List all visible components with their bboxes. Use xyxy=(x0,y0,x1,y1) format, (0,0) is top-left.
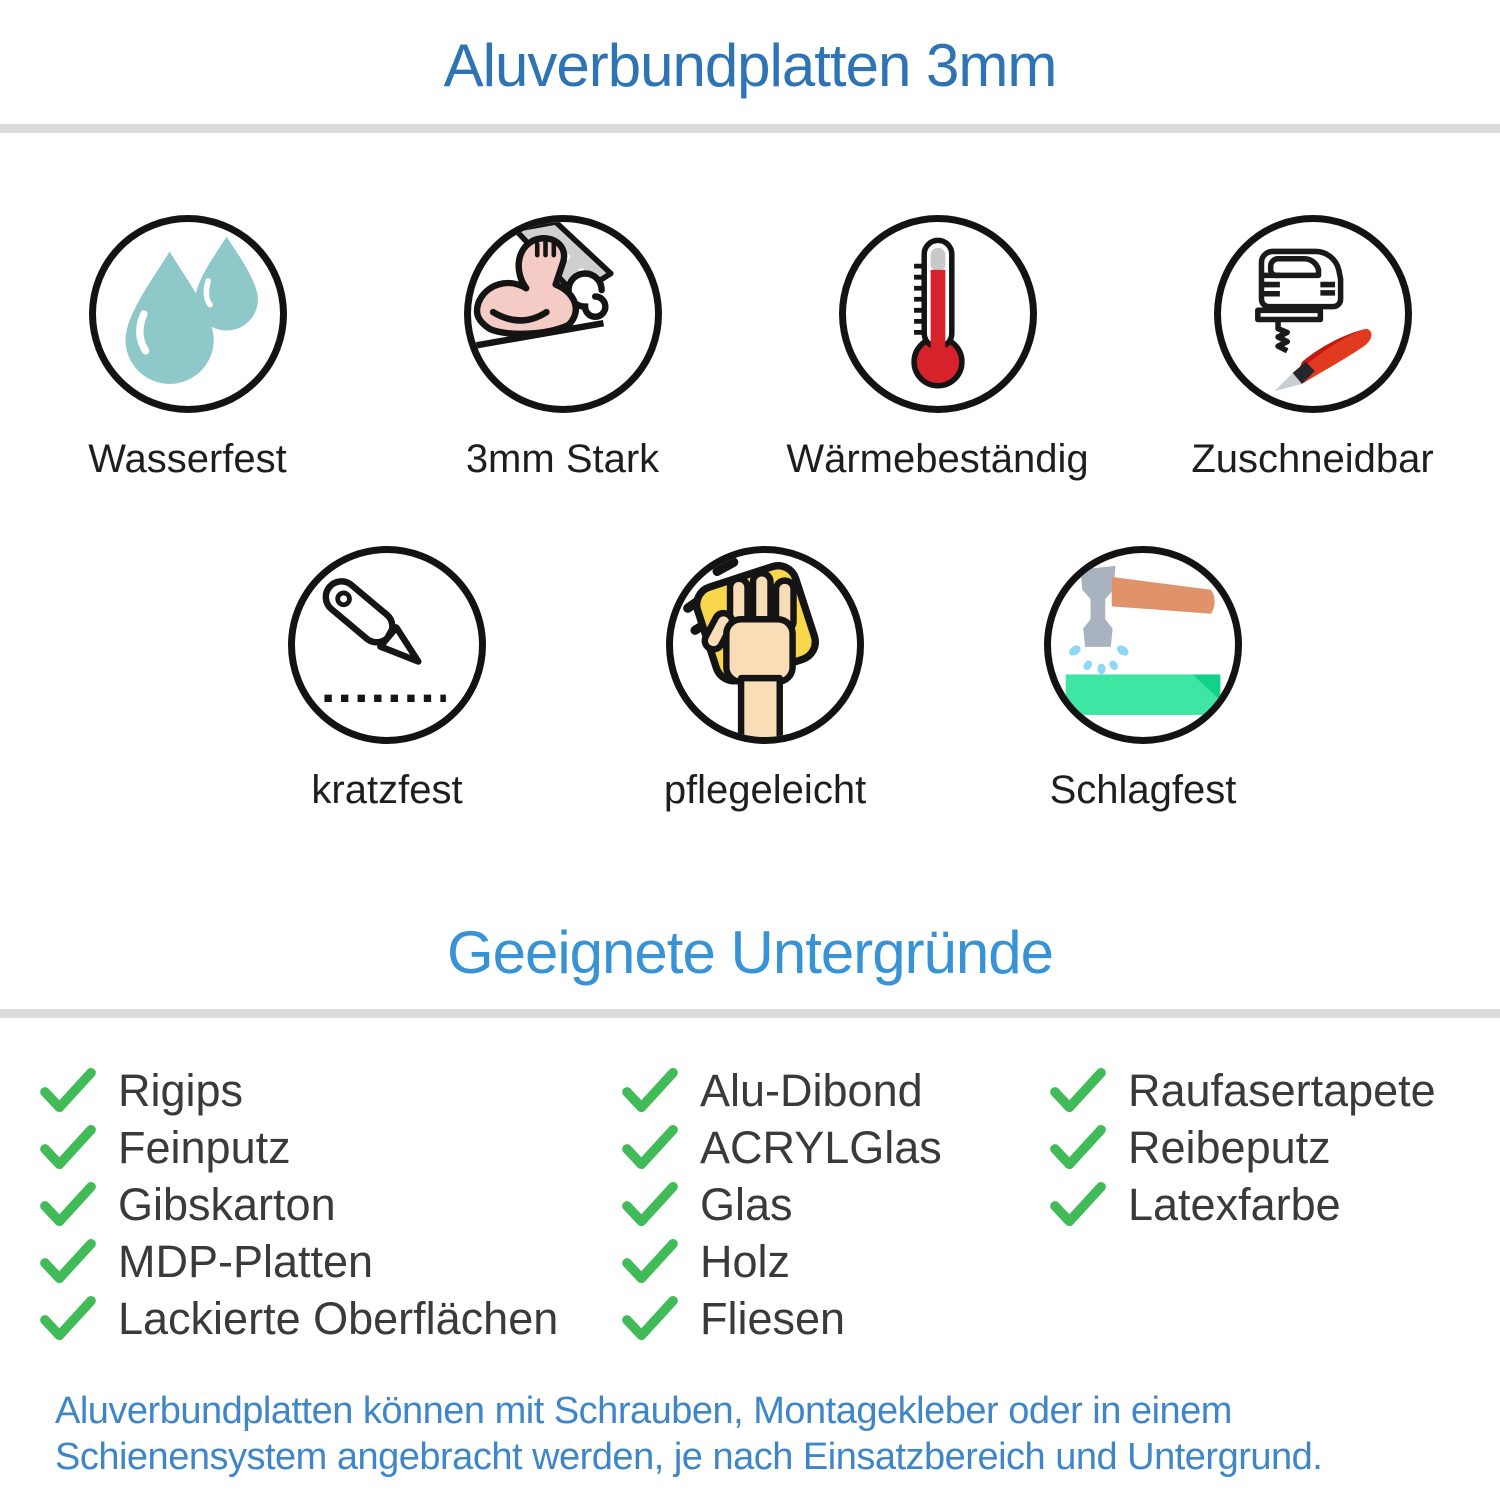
check-icon xyxy=(38,1181,98,1229)
substrate-label: Feinputz xyxy=(118,1121,291,1173)
feature-circle xyxy=(1214,215,1412,413)
check-icon xyxy=(38,1124,98,1172)
feature-waterproof xyxy=(0,215,375,482)
substrate-item xyxy=(1048,1062,1500,1119)
feature-label: Zuschneidbar xyxy=(1191,437,1434,481)
feature-impact-resistant xyxy=(954,546,1332,813)
features-row-1 xyxy=(0,215,1500,482)
substrate-item xyxy=(1048,1176,1500,1233)
feature-label: Schlagfest xyxy=(1049,768,1237,812)
feature-circle xyxy=(288,546,486,744)
substrate-label: Glas xyxy=(700,1178,793,1230)
section-title-substrates: Geeignete Untergründe xyxy=(446,919,1054,986)
substrate-label: Raufasertapete xyxy=(1128,1064,1436,1116)
feature-easy-care xyxy=(576,546,954,813)
mounting-note-line: Aluverbundplatten können mit Schrauben, Montagekleber oder in einem xyxy=(55,1390,1232,1432)
mounting-note xyxy=(55,1389,1500,1480)
feature-label: kratzfest xyxy=(311,768,463,812)
substrate-label: Lackierte Oberflächen xyxy=(118,1292,559,1344)
substrate-item xyxy=(620,1290,1048,1347)
substrate-label: Latexfarbe xyxy=(1128,1178,1341,1230)
substrate-label: Rigips xyxy=(118,1064,244,1116)
features-row-2 xyxy=(0,546,1500,813)
feature-cuttable xyxy=(1125,215,1500,482)
hammer-icon xyxy=(1051,553,1235,737)
section-divider xyxy=(0,1009,1500,1018)
feature-label: Wasserfest xyxy=(88,437,287,481)
substrates-list xyxy=(0,1062,1500,1347)
substrate-item xyxy=(620,1119,1048,1176)
thermometer-icon xyxy=(846,222,1030,406)
water-drops-icon xyxy=(96,222,280,406)
substrate-item xyxy=(38,1062,620,1119)
utility-knife-icon xyxy=(295,553,479,737)
check-icon xyxy=(620,1181,680,1229)
feature-label: 3mm Stark xyxy=(465,437,660,481)
check-icon xyxy=(38,1238,98,1286)
section-divider xyxy=(0,124,1500,133)
substrates-column-3 xyxy=(1048,1062,1500,1233)
feature-circle xyxy=(666,546,864,744)
substrate-label: Gibskarton xyxy=(118,1178,336,1230)
mounting-note-line: Schienensystem angebracht werden, je nach Einsatzbereich und Untergrund. xyxy=(55,1435,1323,1478)
check-icon xyxy=(620,1295,680,1343)
feature-circle xyxy=(839,215,1037,413)
substrate-label: Holz xyxy=(700,1235,791,1287)
substrate-item xyxy=(620,1233,1048,1290)
feature-label: pflegeleicht xyxy=(663,768,867,812)
check-icon xyxy=(620,1067,680,1115)
substrate-label: MDP-Platten xyxy=(118,1235,374,1287)
feature-label: Wärmebeständig xyxy=(786,437,1089,481)
substrate-label: Fliesen xyxy=(700,1292,846,1344)
feature-strength xyxy=(375,215,750,482)
substrate-item xyxy=(38,1290,620,1347)
feature-heat-resistant xyxy=(750,215,1125,482)
substrate-item xyxy=(620,1176,1048,1233)
check-icon xyxy=(1048,1181,1108,1229)
feature-circle xyxy=(89,215,287,413)
substrate-label: ACRYLGlas xyxy=(700,1121,942,1173)
substrate-item xyxy=(620,1062,1048,1119)
substrate-label: Reibeputz xyxy=(1128,1121,1331,1173)
check-icon xyxy=(620,1238,680,1286)
substrates-column-1 xyxy=(38,1062,620,1347)
substrate-item xyxy=(38,1233,620,1290)
substrate-item xyxy=(38,1119,620,1176)
check-icon xyxy=(1048,1067,1108,1115)
substrate-item xyxy=(38,1176,620,1233)
substrate-item xyxy=(1048,1119,1500,1176)
feature-circle xyxy=(464,215,662,413)
substrate-label: Alu-Dibond xyxy=(700,1064,923,1116)
cleaning-hand-icon xyxy=(673,553,857,737)
muscle-arm-icon xyxy=(471,222,655,406)
feature-scratch-resistant xyxy=(198,546,576,813)
check-icon xyxy=(38,1295,98,1343)
feature-circle xyxy=(1044,546,1242,744)
page-title: Aluverbundplatten 3mm xyxy=(443,32,1057,99)
check-icon xyxy=(1048,1124,1108,1172)
check-icon xyxy=(38,1067,98,1115)
substrates-column-2 xyxy=(620,1062,1048,1347)
jigsaw-icon xyxy=(1221,222,1405,406)
check-icon xyxy=(620,1124,680,1172)
